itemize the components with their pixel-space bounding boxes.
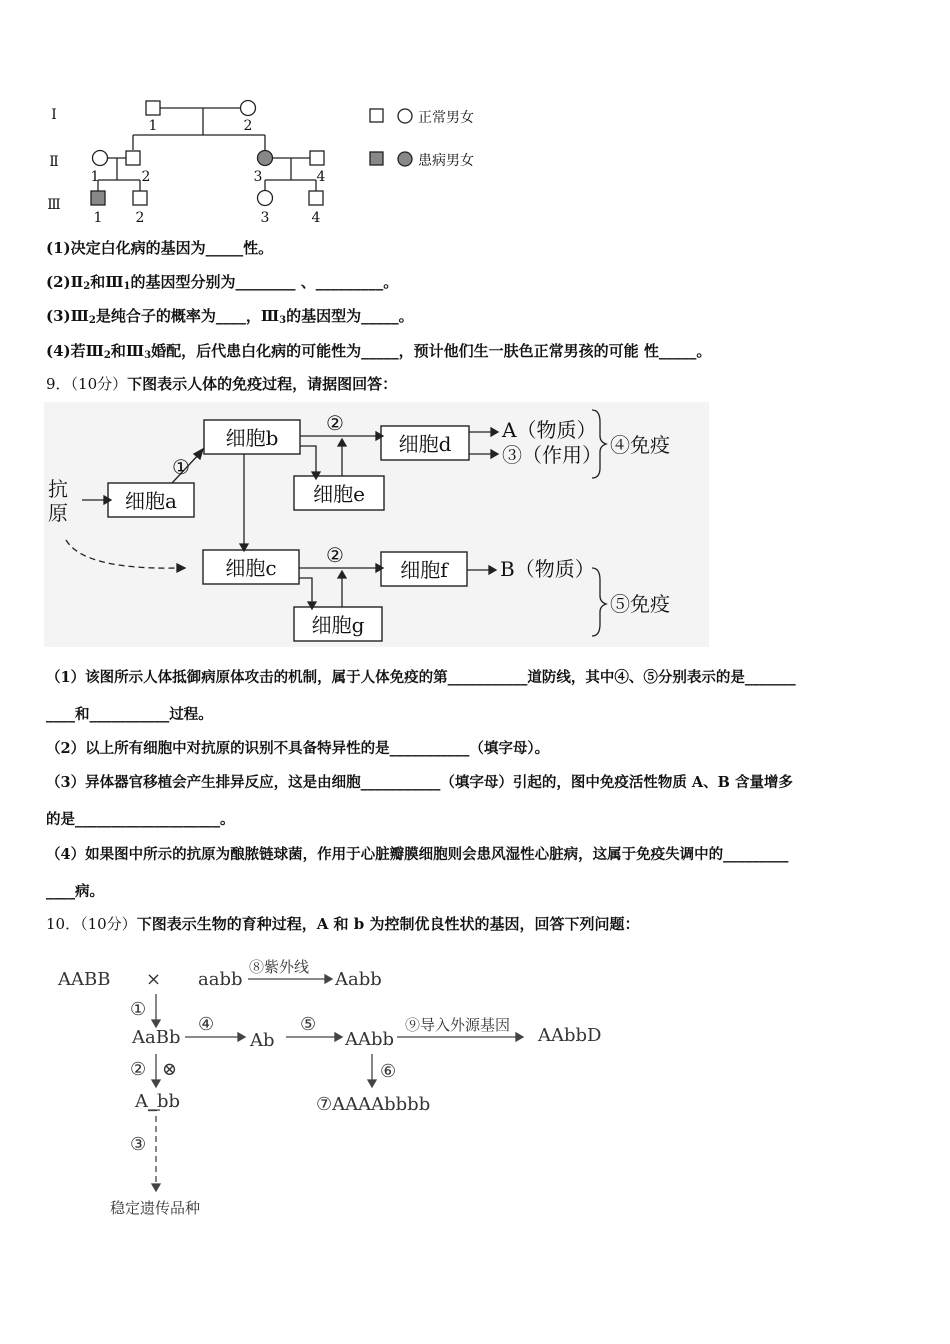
- cell-b-label: 细胞b: [225, 426, 279, 450]
- immunity5-label: ⑤免疫: [610, 592, 670, 616]
- step3-label: ③: [130, 1134, 147, 1155]
- q9-item4-line2: ____病。: [46, 883, 104, 900]
- legend-normal-female-icon: [398, 109, 412, 123]
- pedigree-II2-male: [126, 151, 140, 165]
- cell-d-label: 细胞d: [398, 432, 452, 456]
- step4-label: ④: [198, 1014, 215, 1035]
- output-a-label: A（物质）: [502, 418, 597, 442]
- pedigree-I1-male: [146, 101, 160, 115]
- output-b-label: B（物质）: [500, 557, 595, 581]
- pedigree-I2-female: [241, 101, 256, 116]
- genotype-A_bb: A_bb: [135, 1091, 181, 1112]
- step2-upper-label: ②: [326, 411, 344, 435]
- selfing-icon: ⊗: [162, 1059, 178, 1080]
- III3-label: 3: [260, 210, 270, 226]
- pedigree-II3-female-affected: [258, 151, 273, 166]
- gen-label-2: Ⅱ: [49, 154, 59, 170]
- step1-label: ①: [172, 455, 190, 479]
- genotype-aabb: aabb: [198, 969, 243, 990]
- III4-label: 4: [311, 210, 321, 226]
- II1-label: 1: [90, 169, 100, 185]
- II3-label: 3: [253, 169, 263, 185]
- step2-lower-label: ②: [326, 543, 344, 567]
- q9-item4-line1: （4）如果图中所示的抗原为酿脓链球菌，作用于心脏瓣膜细胞则会患风湿性心脏病，这属于免疫失调中的_________: [46, 846, 789, 863]
- genotype-AAAAbbbb: ⑦AAAAbbbb: [316, 1094, 431, 1115]
- q9-item3-line1: （3）异体器官移植会产生排异反应，这是由细胞___________（填字母）引起的，图中免疫活性物质 A、B 含量增多: [46, 774, 793, 791]
- immunity4-label: ④免疫: [610, 433, 670, 457]
- legend-affected-female-icon: [398, 152, 412, 166]
- III1-label: 1: [93, 210, 103, 226]
- pedigree-III4-male: [309, 191, 323, 205]
- q9-item3-line2: 的是____________________。: [46, 811, 235, 828]
- step5-label: ⑤: [300, 1014, 317, 1035]
- pedigree-II4-male: [310, 151, 324, 165]
- gen-label-3: Ⅲ: [47, 197, 61, 213]
- q9-item1-line1: （1）该图所示人体抵御病原体攻击的机制，属于人体免疫的第___________道防线，其中④、⑤分别表示的是_______: [46, 669, 796, 686]
- step2-label: ②: [130, 1059, 147, 1080]
- pedigree-III2-male: [133, 191, 147, 205]
- cell-c-label: 细胞c: [225, 556, 277, 580]
- pedigree-III1-male-affected: [91, 191, 105, 205]
- pedigree-legend: [365, 103, 505, 173]
- pedigree-chart: [40, 95, 340, 230]
- cell-e-label: 细胞e: [313, 482, 365, 506]
- immune-process-diagram: [44, 402, 709, 647]
- cross-sign: ×: [146, 969, 162, 990]
- antigen-label-2: 原: [48, 501, 68, 525]
- breeding-process-diagram: [50, 950, 630, 1225]
- cell-a-label: 细胞a: [125, 489, 177, 513]
- output-3-label: ③（作用）: [502, 443, 602, 467]
- pedigree-III3-female: [258, 191, 273, 206]
- q9-item1-line2: ____和___________过程。: [46, 706, 213, 723]
- step6-label: ⑥: [380, 1061, 397, 1082]
- II2-label: 2: [141, 169, 151, 185]
- genotype-AAbb: AAbb: [345, 1029, 395, 1050]
- I1-label: 1: [148, 118, 158, 134]
- legend-normal-male-icon: [370, 109, 383, 122]
- genotype-AABB: AABB: [58, 969, 111, 990]
- step9-label: ⑨导入外源基因: [405, 1016, 511, 1034]
- q9-item2: （2）以上所有细胞中对抗原的识别不具备特异性的是___________（填字母）。: [46, 740, 550, 757]
- genotype-AAbbD: AAbbD: [538, 1025, 602, 1046]
- q8-item3: $(3)Ⅲ_2$是纯合子的概率为____，$Ⅲ_3$的基因型为_____。: [46, 307, 414, 326]
- pedigree-II1-female: [93, 151, 108, 166]
- stable-variety-label: 稳定遗传品种: [110, 1199, 201, 1217]
- q10-title: 10．（10分）下图表示生物的育种过程，A 和 b 为控制优良性状的基因，回答下列问题：: [46, 915, 640, 933]
- gen-label-1: Ⅰ: [51, 107, 57, 123]
- uv-label: ⑧紫外线: [249, 958, 310, 976]
- genotype-AaBb: AaBb: [132, 1027, 181, 1048]
- II4-label: 4: [316, 169, 326, 185]
- legend-affected-male-icon: [370, 152, 383, 165]
- III2-label: 2: [135, 210, 145, 226]
- q8-item2: $(2)Ⅱ_2$和$Ⅲ_1$的基因型分别为________ 、_________。: [46, 273, 399, 292]
- q9-title: 9．（10分）下图表示人体的免疫过程，请据图回答：: [46, 375, 398, 393]
- cell-g-label: 细胞g: [311, 613, 365, 637]
- q8-item1: (1)决定白化病的基因为_____性。: [46, 239, 274, 257]
- legend-affected-label: 患病男女: [418, 153, 474, 169]
- antigen-label-1: 抗: [48, 477, 68, 501]
- step1-label: ①: [130, 999, 147, 1020]
- genotype-Ab: Ab: [250, 1030, 275, 1051]
- genotype-Aabb: Aabb: [335, 969, 382, 990]
- q8-item4: (4)若$Ⅲ_2$和$Ⅲ_3$婚配，后代患白化病的可能性为_____，预计他们生一肤色正常男孩的可能 性_____。: [46, 342, 712, 361]
- cell-f-label: 细胞f: [400, 558, 448, 582]
- legend-normal-label: 正常男女: [418, 110, 474, 126]
- I2-label: 2: [243, 118, 253, 134]
